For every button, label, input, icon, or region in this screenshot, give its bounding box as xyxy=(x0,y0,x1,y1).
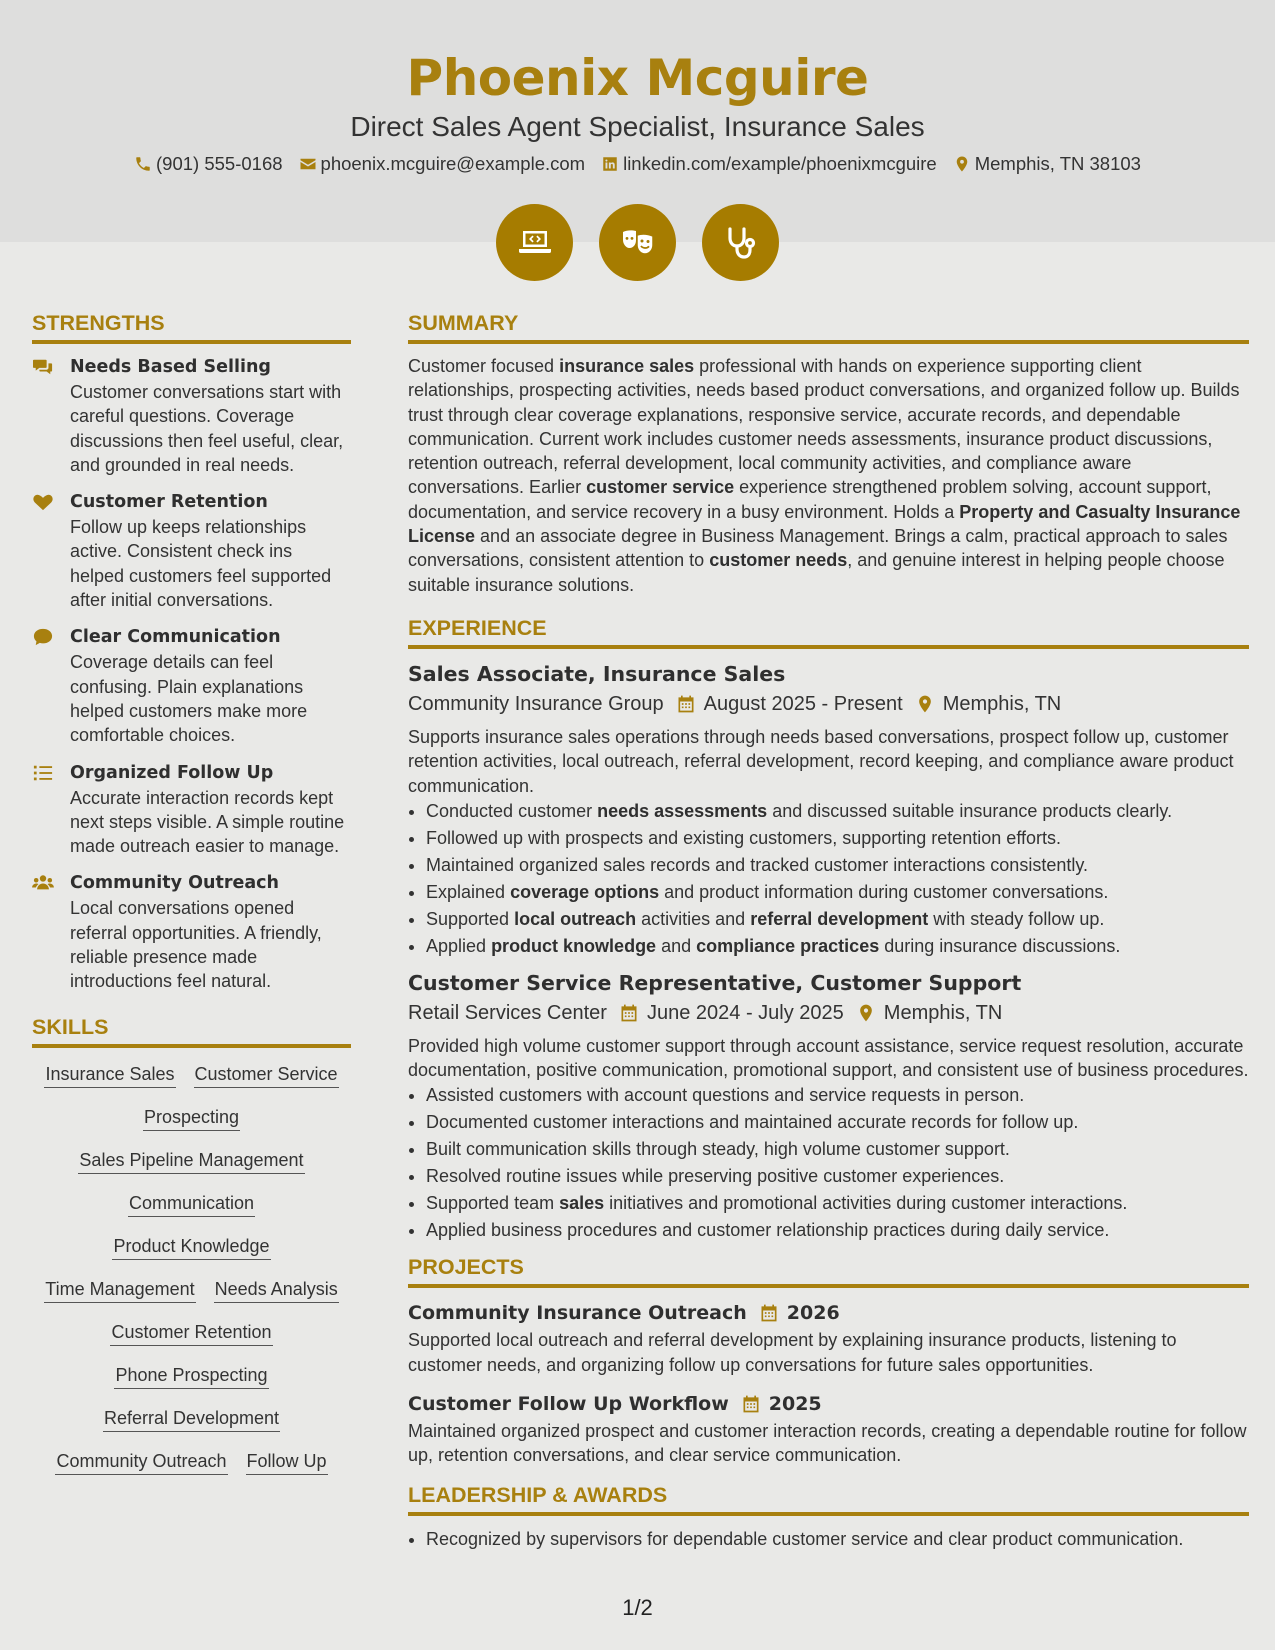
map-marker-icon xyxy=(953,155,971,173)
phone-icon xyxy=(134,155,152,173)
skill-tag: Customer Retention xyxy=(110,1320,272,1346)
bold-phrase: customer needs xyxy=(709,550,848,571)
company-name: Retail Services Center xyxy=(408,1001,607,1024)
bold-phrase: customer service xyxy=(586,477,735,498)
strength-title: Organized Follow Up xyxy=(70,762,274,783)
envelope-icon xyxy=(299,155,317,173)
email-contact[interactable] xyxy=(299,152,586,176)
strength-desc: Customer conversations start with careful questions. Coverage discussions then feel useful, clear, and grounded in real needs. xyxy=(70,382,344,475)
strength-item xyxy=(32,489,351,612)
strength-title: Needs Based Selling xyxy=(70,357,271,377)
calendar-icon xyxy=(676,694,696,714)
skills-heading: SKILLS xyxy=(32,1012,351,1048)
calendar-icon xyxy=(619,1003,639,1023)
bold-phrase: referral development xyxy=(750,908,929,929)
skill-tag: Community Outreach xyxy=(55,1449,227,1475)
calendar-icon xyxy=(759,1303,779,1323)
experience-list xyxy=(408,659,1249,1244)
strength-title: Clear Communication xyxy=(70,627,281,648)
skill-tag: Referral Development xyxy=(103,1406,280,1432)
bold-phrase: sales xyxy=(559,1193,605,1214)
project-title xyxy=(408,1298,1249,1328)
bullet-item: • Documented customer interactions and maintained accurate records for follow up. xyxy=(426,1109,1249,1136)
job-location xyxy=(915,689,1062,719)
bullet-item: • Recognized by supervisors for dependable customer service and clear product communication. xyxy=(426,1526,1249,1553)
bullet-item: • Built communication skills through steady, high volume customer support. xyxy=(426,1136,1249,1163)
strength-desc: Coverage details can feel confusing. Plain explanations helped customers make more comfortable choices. xyxy=(70,652,308,746)
job-meta xyxy=(408,998,1249,1028)
year-text: 2026 xyxy=(786,1302,840,1325)
heart-icon xyxy=(32,492,54,512)
bold-phrase: Property and Casualty Insurance License xyxy=(408,501,1241,547)
location-text: Memphis, TN 38103 xyxy=(974,153,1141,174)
job-meta xyxy=(408,689,1249,719)
projects-heading: PROJECTS xyxy=(408,1252,1249,1288)
skill-tag: Prospecting xyxy=(143,1105,240,1131)
job-location xyxy=(856,998,1003,1028)
skill-tag: Product Knowledge xyxy=(112,1234,270,1260)
leadership-list xyxy=(408,1526,1249,1553)
bullet-item: • Explained coverage options and product information during customer conversations. xyxy=(426,879,1249,906)
strength-desc: Follow up keeps relationships active. Consistent check ins helped customers feel supported after initial conversations. xyxy=(70,517,332,611)
bold-phrase: coverage options xyxy=(510,881,660,902)
job-bullets xyxy=(408,798,1249,960)
strengths-heading: STRENGTHS xyxy=(32,308,351,344)
skill-row xyxy=(32,1105,351,1131)
stethoscope-icon xyxy=(721,223,761,263)
strength-item xyxy=(32,870,351,993)
job-dates xyxy=(676,689,903,719)
project-year xyxy=(759,1298,840,1328)
skill-row xyxy=(32,1277,351,1303)
skill-row xyxy=(32,1406,351,1432)
skill-tag: Customer Service xyxy=(194,1062,339,1088)
strength-title: Customer Retention xyxy=(70,492,268,513)
badge-row xyxy=(0,204,1275,281)
skill-tag: Communication xyxy=(128,1191,255,1217)
location-text: Memphis, TN xyxy=(883,1001,1003,1024)
experience-heading: EXPERIENCE xyxy=(408,613,1249,649)
location-text: Memphis, TN xyxy=(942,692,1062,715)
project-name: Customer Follow Up Workflow xyxy=(408,1393,729,1416)
map-marker-icon xyxy=(915,694,935,714)
year-text: 2025 xyxy=(768,1393,822,1416)
project-description: Maintained organized prospect and customer interaction records, creating a dependable routine for follow up, retention conversations, and clear service communication. xyxy=(408,1421,1247,1466)
skills-list xyxy=(32,1062,351,1475)
location-contact xyxy=(953,152,1141,176)
badge-masks xyxy=(599,204,676,281)
laptop-code-icon xyxy=(515,223,555,263)
skill-row xyxy=(32,1191,351,1217)
email-text: phoenix.mcguire@example.com xyxy=(320,153,586,174)
candidate-name: Phoenix Mcguire xyxy=(406,49,869,107)
skill-row xyxy=(32,1234,351,1260)
badge-stethoscope xyxy=(702,204,779,281)
job-description: Provided high volume customer support through account assistance, service request resolution, accurate documentation, positive communication, promotional support, and consistent use of business procedures. xyxy=(408,1035,1249,1081)
bullet-item: • Applied product knowledge and compliance practices during insurance discussions. xyxy=(426,933,1249,960)
skill-tag: Phone Prospecting xyxy=(114,1363,268,1389)
dates-text: August 2025 - Present xyxy=(703,692,903,715)
bullet-item: • Supported team sales initiatives and promotional activities during customer interactions. xyxy=(426,1190,1249,1217)
summary-heading: SUMMARY xyxy=(408,308,1249,344)
theater-masks-icon xyxy=(618,223,658,263)
contact-bar xyxy=(0,152,1275,176)
skill-row xyxy=(32,1363,351,1389)
bold-phrase: compliance practices xyxy=(696,935,880,956)
strength-item xyxy=(32,760,351,859)
strength-item xyxy=(32,354,351,477)
skill-tag: Follow Up xyxy=(246,1449,328,1475)
job-dates xyxy=(619,998,844,1028)
skill-tag: Insurance Sales xyxy=(44,1062,175,1088)
company-name: Community Insurance Group xyxy=(408,692,664,715)
bullet-item: • Followed up with prospects and existing customers, supporting retention efforts. xyxy=(426,825,1249,852)
bullet-item: • Assisted customers with account questions and service requests in person. xyxy=(426,1082,1249,1109)
bullet-item: • Supported local outreach activities and referral development with steady follow up. xyxy=(426,906,1249,933)
skill-row xyxy=(32,1062,351,1088)
skill-tag: Sales Pipeline Management xyxy=(78,1148,304,1174)
project-description: Supported local outreach and referral development by explaining insurance products, listening to customer needs, and organizing follow up conversations for future sales opportunities. xyxy=(408,1330,1177,1375)
users-icon xyxy=(32,873,54,893)
bold-phrase: local outreach xyxy=(514,908,637,929)
phone-text: (901) 555-0168 xyxy=(156,153,283,174)
list-icon xyxy=(32,763,54,783)
leadership-heading: LEADERSHIP & AWARDS xyxy=(408,1480,1249,1516)
bullet-item: • Applied business procedures and customer relationship practices during daily service. xyxy=(426,1217,1249,1244)
skill-tag: Time Management xyxy=(44,1277,195,1303)
bold-phrase: product knowledge xyxy=(491,935,657,956)
bullet-item: • Resolved routine issues while preserving positive customer experiences. xyxy=(426,1163,1249,1190)
linkedin-contact[interactable] xyxy=(601,152,937,176)
strength-desc: Local conversations opened referral opportunities. A friendly, reliable presence made introductions feel natural. xyxy=(70,898,322,992)
job-title: Customer Service Representative, Customer Support xyxy=(408,970,1022,995)
linkedin-text: linkedin.com/example/phoenixmcguire xyxy=(623,153,937,174)
dates-text: June 2024 - July 2025 xyxy=(646,1001,844,1024)
bullet-item: • Maintained organized sales records and tracked customer interactions consistently. xyxy=(426,852,1249,879)
project-name: Community Insurance Outreach xyxy=(408,1302,747,1325)
job-description: Supports insurance sales operations through needs based conversations, prospect follow up, customer retention activities, local outreach, referral development, record keeping, and compliance aware product communication. xyxy=(408,726,1234,796)
project-title xyxy=(408,1389,1249,1419)
bullet-item: • Conducted customer needs assessments and discussed suitable insurance products clearly. xyxy=(426,798,1249,825)
job-title: Sales Associate, Insurance Sales xyxy=(408,661,786,686)
comment-icon xyxy=(32,627,54,647)
skill-row xyxy=(32,1320,351,1346)
phone-contact[interactable] xyxy=(134,152,283,176)
badge-laptop xyxy=(496,204,573,281)
job-bullets xyxy=(408,1082,1249,1244)
strength-title: Community Outreach xyxy=(70,873,279,894)
project-year xyxy=(741,1389,822,1419)
strength-desc: Accurate interaction records kept next steps visible. A simple routine made outreach easier to manage. xyxy=(70,787,345,857)
skill-tag: Needs Analysis xyxy=(214,1277,339,1303)
skill-row xyxy=(32,1148,351,1174)
left-column xyxy=(32,308,351,1492)
comments-icon xyxy=(32,357,54,377)
map-marker-icon xyxy=(856,1003,876,1023)
skill-row xyxy=(32,1449,351,1475)
bold-phrase: needs assessments xyxy=(597,800,768,821)
projects-list xyxy=(408,1298,1249,1467)
calendar-icon xyxy=(741,1394,761,1414)
summary-text: Customer focused insurance sales professional with hands on experience supporting client relationships, prospecting activities, needs based product conversations, and organized follow up. Builds trust through clear coverage explanations, responsive service, accurate records, and dependable communication. Current work includes customer needs assessments, insurance product discussions, retention outreach, referral development, local community activities, and compliance aware conversations. Earlier customer service experience strengthened problem solving, account support, documentation, and service recovery in a busy environment. Holds a Property and Casualty Insurance License and an associate degree in Business Management. Brings a calm, practical approach to sales conversations, consistent attention to customer needs, and genuine interest in helping people choose suitable insurance solutions. xyxy=(408,356,1241,595)
right-column xyxy=(408,308,1249,1561)
job-title: Direct Sales Agent Specialist, Insurance Sales xyxy=(350,111,925,142)
bold-phrase: insurance sales xyxy=(559,356,695,376)
page-number: 1/2 xyxy=(622,1595,653,1620)
strength-item xyxy=(32,624,351,747)
linkedin-icon xyxy=(601,155,619,173)
